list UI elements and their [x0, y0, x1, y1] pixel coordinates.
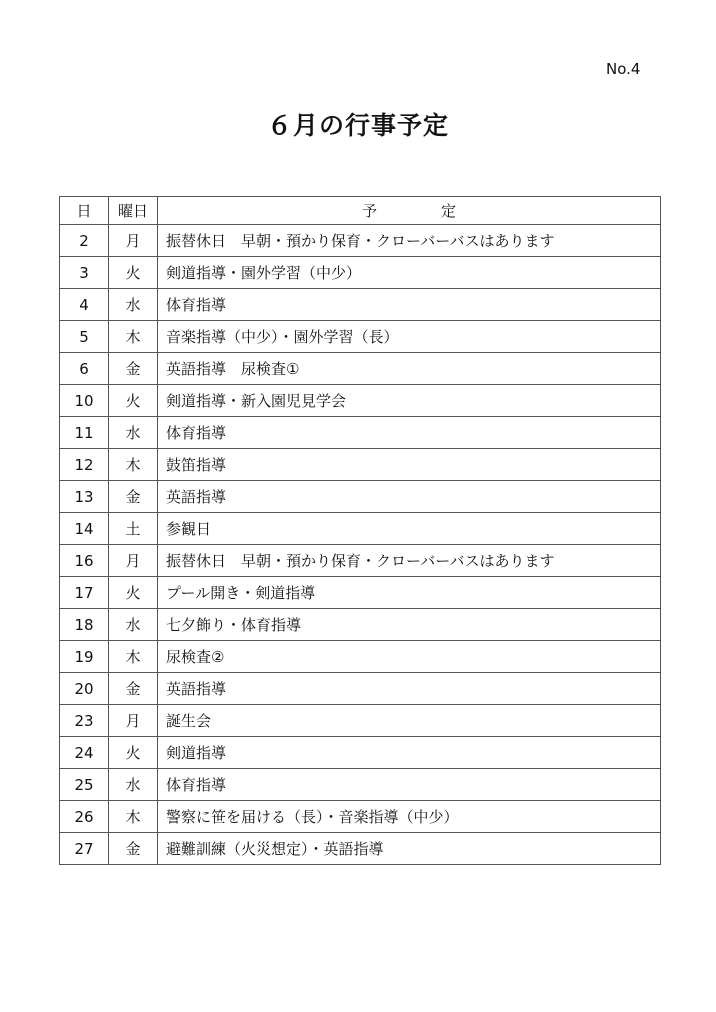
event-cell: 誕生会 [158, 705, 661, 737]
document-number: No.4 [606, 60, 641, 78]
schedule-table [59, 196, 661, 865]
event-cell: 剣道指導・新入園児見学会 [158, 385, 661, 417]
table-row [60, 257, 661, 289]
table-row [60, 481, 661, 513]
weekday-cell: 月 [109, 545, 158, 577]
day-cell: 27 [60, 833, 109, 865]
day-cell: 17 [60, 577, 109, 609]
table-row [60, 673, 661, 705]
page-title: ６月の行事予定 [266, 111, 449, 140]
event-cell: 英語指導 [158, 481, 661, 513]
event-cell: 鼓笛指導 [158, 449, 661, 481]
day-cell: 18 [60, 609, 109, 641]
weekday-cell: 土 [109, 513, 158, 545]
day-cell: 23 [60, 705, 109, 737]
table-row [60, 321, 661, 353]
weekday-cell: 火 [109, 257, 158, 289]
event-cell: 体育指導 [158, 417, 661, 449]
weekday-cell: 月 [109, 705, 158, 737]
table-row [60, 513, 661, 545]
header-plan [158, 197, 661, 225]
table-row [60, 353, 661, 385]
day-cell: 16 [60, 545, 109, 577]
event-cell: 振替休日 早朝・預かり保育・クローバーバスはあります [158, 545, 661, 577]
day-cell: 13 [60, 481, 109, 513]
weekday-cell: 月 [109, 225, 158, 257]
weekday-cell: 金 [109, 673, 158, 705]
weekday-cell: 金 [109, 353, 158, 385]
event-cell: 英語指導 尿検査① [158, 353, 661, 385]
day-cell: 5 [60, 321, 109, 353]
weekday-cell: 金 [109, 481, 158, 513]
table-row [60, 801, 661, 833]
table-row [60, 769, 661, 801]
weekday-cell: 水 [109, 289, 158, 321]
table-row [60, 417, 661, 449]
header-weekday: 曜日 [109, 197, 158, 225]
weekday-cell: 木 [109, 641, 158, 673]
event-cell: 尿検査② [158, 641, 661, 673]
table-row [60, 225, 661, 257]
day-cell: 25 [60, 769, 109, 801]
header-day: 日 [60, 197, 109, 225]
table-row [60, 545, 661, 577]
header-row [60, 197, 661, 225]
weekday-cell: 木 [109, 449, 158, 481]
event-cell: プール開き・剣道指導 [158, 577, 661, 609]
event-cell: 振替休日 早朝・預かり保育・クローバーバスはあります [158, 225, 661, 257]
event-cell: 体育指導 [158, 289, 661, 321]
day-cell: 26 [60, 801, 109, 833]
weekday-cell: 火 [109, 385, 158, 417]
day-cell: 14 [60, 513, 109, 545]
event-cell: 避難訓練（火災想定）・英語指導 [158, 833, 661, 865]
header-plan-char-1: 予 [361, 202, 377, 220]
table-row [60, 833, 661, 865]
event-cell: 体育指導 [158, 769, 661, 801]
event-cell: 剣道指導 [158, 737, 661, 769]
weekday-cell: 金 [109, 833, 158, 865]
weekday-cell: 火 [109, 577, 158, 609]
table-row [60, 577, 661, 609]
weekday-cell: 水 [109, 609, 158, 641]
weekday-cell: 火 [109, 737, 158, 769]
event-cell: 警察に笹を届ける（長）・音楽指導（中少） [158, 801, 661, 833]
event-cell: 音楽指導（中少）・園外学習（長） [158, 321, 661, 353]
day-cell: 19 [60, 641, 109, 673]
day-cell: 6 [60, 353, 109, 385]
weekday-cell: 木 [109, 321, 158, 353]
table-row [60, 641, 661, 673]
event-cell: 剣道指導・園外学習（中少） [158, 257, 661, 289]
table-row [60, 705, 661, 737]
day-cell: 11 [60, 417, 109, 449]
table-row [60, 609, 661, 641]
schedule-body [60, 225, 661, 865]
day-cell: 10 [60, 385, 109, 417]
table-row [60, 385, 661, 417]
day-cell: 3 [60, 257, 109, 289]
table-row [60, 289, 661, 321]
table-row [60, 737, 661, 769]
weekday-cell: 水 [109, 417, 158, 449]
header-plan-char-2: 定 [441, 202, 457, 220]
weekday-cell: 木 [109, 801, 158, 833]
table-row [60, 449, 661, 481]
day-cell: 2 [60, 225, 109, 257]
day-cell: 24 [60, 737, 109, 769]
weekday-cell: 水 [109, 769, 158, 801]
day-cell: 12 [60, 449, 109, 481]
event-cell: 英語指導 [158, 673, 661, 705]
event-cell: 七夕飾り・体育指導 [158, 609, 661, 641]
day-cell: 20 [60, 673, 109, 705]
day-cell: 4 [60, 289, 109, 321]
event-cell: 参観日 [158, 513, 661, 545]
